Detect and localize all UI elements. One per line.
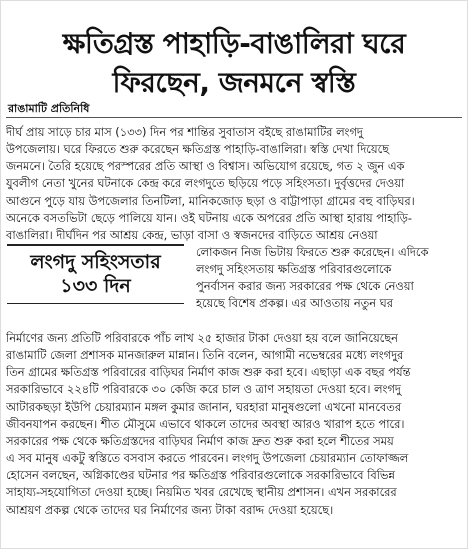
headline-line-2: ফিরছেন, জনমনে স্বস্তি bbox=[112, 66, 356, 99]
body-line: এ সব মানুষ একটু স্বস্তিতে বসবাস করতে পারবেন। লংগদু উপজেলা চেয়ারম্যান তোফাজ্জল bbox=[6, 451, 409, 466]
body-line: বাঙালিরা। দীর্ঘদিন পর আশ্রয় কেন্দ্র, ভাড়া বাসা ও স্বজনদের বাড়িতে আশ্রয় নেওয়া bbox=[6, 227, 378, 242]
article-body-bottom bbox=[6, 330, 462, 519]
pull-quote-divider bbox=[7, 303, 184, 304]
body-line: জীবনযাপন করছেন। শীত মৌসুমে এভাবে থাকলে তাদের অবস্থা আরও খারাপ হতে পারে। bbox=[6, 416, 405, 431]
body-line: রাঙামাটি জেলা প্রশাসক মানজারুল মান্নান। তিনি বলেন, আগামী নভেম্বরের মধ্যে লংগদুর bbox=[6, 348, 404, 363]
body-line: লংগদু সহিংসতায় ক্ষতিগ্রস্ত পরিবারগুলোকে bbox=[196, 262, 392, 277]
body-line: হোসেন বলছেন, অগ্নিকাণ্ডের ঘটনার পর ক্ষতিগ্রস্ত পরিবারগুলোকে সরকারিভাবে বিভিন্ন bbox=[6, 468, 395, 483]
body-line: সরকারিভাবে ২২৪টি পরিবারকে ৩০ কেজি করে চাল ও ত্রাণ সহায়তা দেওয়া হবে। লংগদু bbox=[6, 382, 401, 397]
body-line: জনমনে। তৈরি হয়েছে পরস্পরের প্রতি আস্থা ও বিশ্বাস। অভিযোগ রয়েছে, গত ২ জুন এক bbox=[6, 159, 405, 174]
byline: রাঙামাটি প্রতিনিধি bbox=[8, 102, 90, 115]
body-line: উপজেলায়। ঘরে ফিরতে শুরু করেছেন ক্ষতিগ্রস্ত পাহাড়ি-বাঙালিরা। স্বস্তি দেখা দিয়েছে bbox=[6, 142, 390, 157]
article-body-top bbox=[6, 124, 462, 244]
headline-line-1: ক্ষতিগ্রস্ত পাহাড়ি-বাঙালিরা ঘরে bbox=[62, 27, 406, 60]
body-line: আশ্রয়ণ প্রকল্প থেকে তাদের ঘর নির্মাণের জন্য টাকা বরাদ্দ দেওয়া হয়েছে। bbox=[6, 502, 334, 517]
body-line: লোকজন নিজ ভিটায় ফিরতে শুরু করেছেন। এদিকে bbox=[196, 245, 429, 259]
body-line: সরকারের পক্ষ থেকে ক্ষতিগ্রস্তদের বাড়িঘর নির্মাণ কাজ দ্রুত শুরু করা হলে শীতের সময় bbox=[6, 433, 394, 448]
body-line: নির্মাণের জন্য প্রতিটি পরিবারকে পাঁচ লাখ ২৫ হাজার টাকা দেওয়া হয় বলে জানিয়েছেন bbox=[6, 331, 398, 345]
body-line: পুনর্বাসন করার জন্য সরকারের পক্ষ থেকে নেওয়া bbox=[196, 279, 414, 294]
article-body-right bbox=[196, 244, 462, 313]
byline-divider bbox=[6, 117, 462, 118]
pull-quote-line-2: ১৩৩ দিন bbox=[60, 275, 131, 297]
body-line: দীর্ঘ প্রায় সাড়ে চার মাস (১৩৩) দিন পর শান্তির সুবাতাস বইছে রাঙামাটির লংগদু bbox=[6, 125, 363, 139]
body-line: তিন গ্রামের ক্ষতিগ্রস্ত পরিবারের বাড়িঘর নির্মাণ কাজ শুরু করা হবে। এছাড়া এক বছর পর্যন্ত bbox=[6, 365, 411, 380]
pull-quote bbox=[7, 244, 184, 306]
headline bbox=[6, 24, 462, 102]
body-line: আটারকছড়া ইউপি চেয়ারম্যান মঙ্গল কুমার জানান, ঘরহারা মানুষগুলো এখনো মানবেতর bbox=[6, 399, 402, 414]
pull-quote-line-1: লংগদু সহিংসতার bbox=[30, 251, 161, 273]
body-line: যুবলীগ নেতা খুনের ঘটনাকে কেন্দ্র করে লংগদুতে ছড়িয়ে পড়ে সহিংসতা। দুর্বৃত্তদের দেওয়া bbox=[6, 176, 405, 191]
body-line: সাহায্য-সহযোগিতা দেওয়া হচ্ছে। নিয়মিত খবর রেখেছে স্থানীয় প্রশাসন। এখন সরকারের bbox=[6, 485, 397, 500]
body-line: আগুনে পুড়ে যায় উপজেলার তিনটিলা, মানিকজোড় ছড়া ও বাট্টাপাড়া গ্রামের বহু বাড়িঘর। bbox=[6, 193, 415, 208]
body-line: হয়েছে বিশেষ প্রকল্প। এর আওতায় নতুন ঘর bbox=[196, 296, 393, 311]
body-line: অনেকে বসতভিটা ছেড়ে পালিয়ে যান। ওই ঘটনায় একে অপরের প্রতি আস্থা হারায় পাহাড়ি- bbox=[6, 210, 413, 225]
